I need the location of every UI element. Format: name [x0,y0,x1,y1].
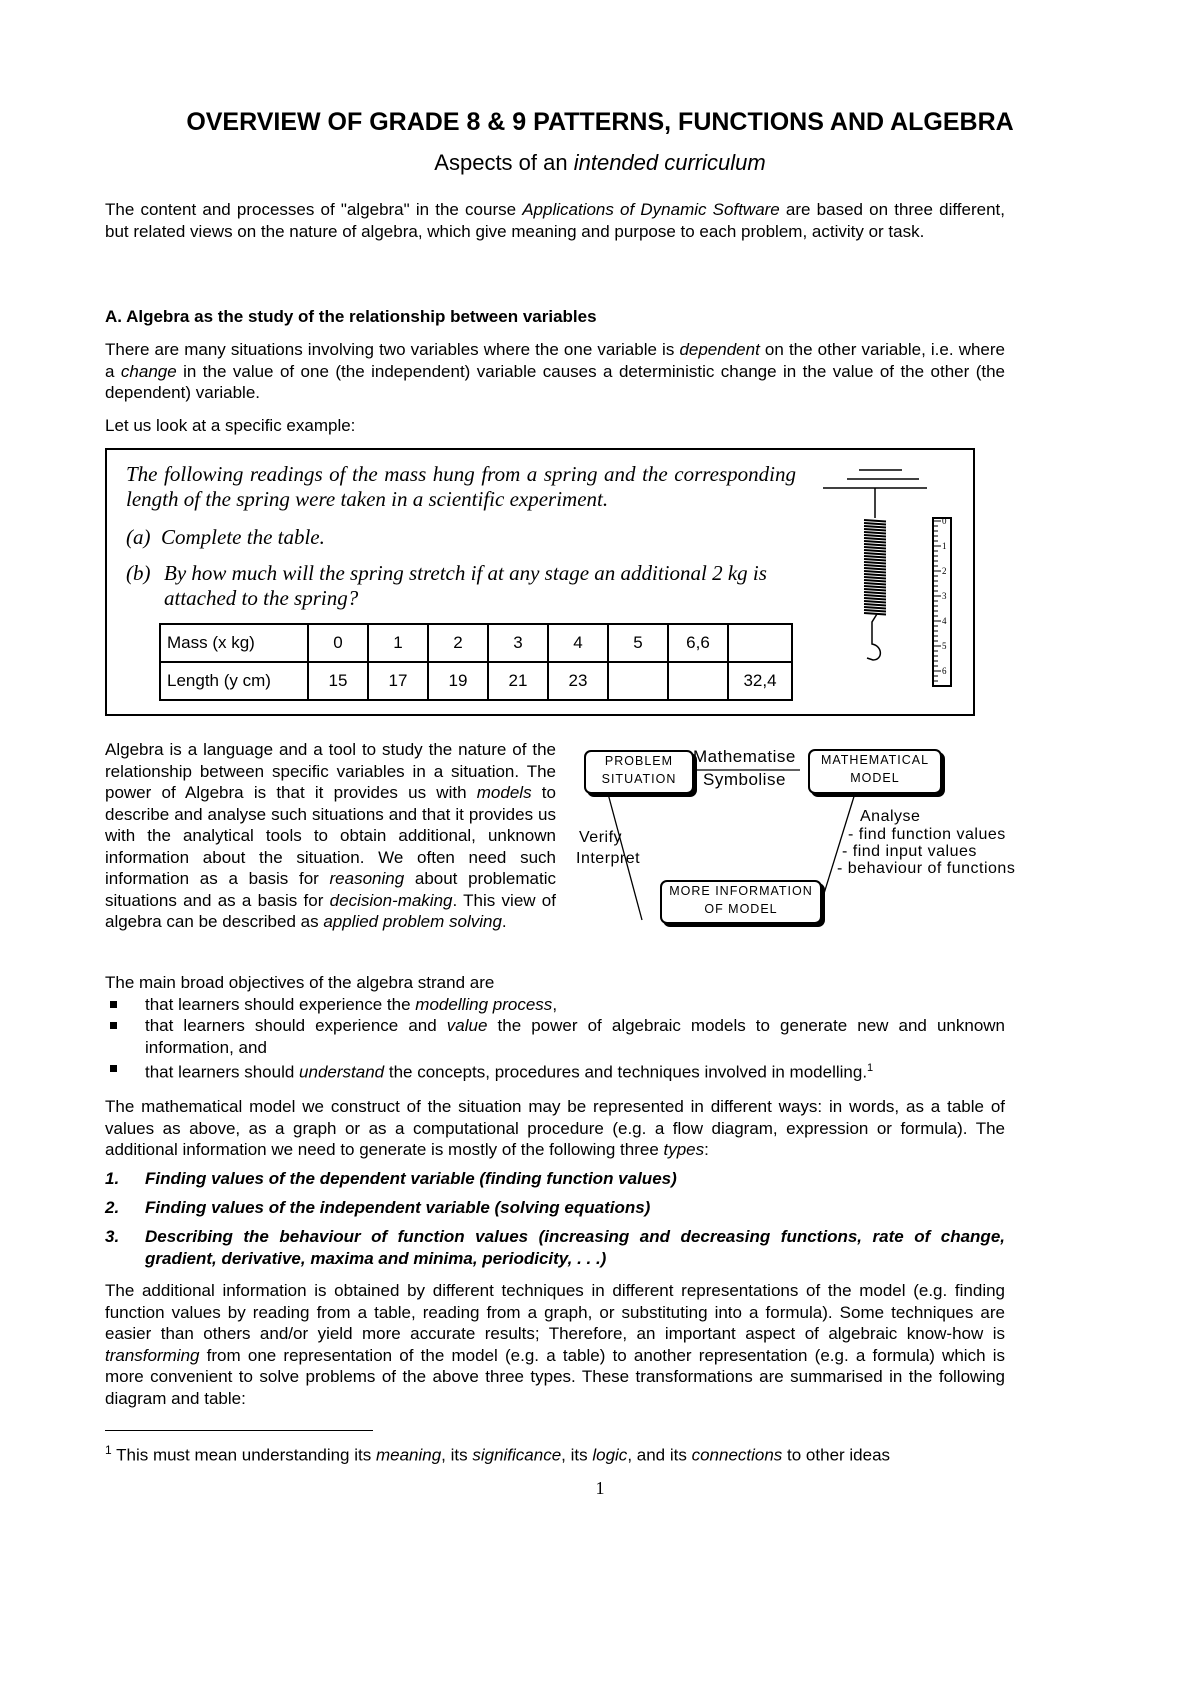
text: to describe and analyse such situations and that it provides us with the analytical tools to obtain additional, unknown information about the situation. We often need such information as a basis for [105,783,556,888]
number: 1. [105,1169,120,1188]
analyse-item: - find function values [848,826,1006,843]
text: , and its [627,1445,692,1465]
course-name: Applications of Dynamic Software [522,200,780,219]
text: reasoning [329,869,405,888]
text: value [446,1016,488,1035]
cell: 15 [308,662,368,700]
text: . This view of algebra can be described as [105,890,556,931]
text: change [120,361,177,381]
example-box [105,448,975,716]
cell: 17 [368,662,428,700]
text: The additional information is obtained by different techniques in different representations of the model (e.g. finding function values by reading from a table, reading from a graph, or substituting into a formula). Some techniques are easier than others and/or yield more accurate results; Therefore, an important aspect of algebraic know-how is [105,1281,1005,1343]
text: that learners should experience the [145,994,416,1014]
cell: 21 [488,662,548,700]
text: Finding values of the dependent variable (finding function values) [145,1169,677,1188]
coil-turn [864,526,886,528]
mass-length-table [159,623,793,701]
analyse-label: Analyse [860,808,921,825]
coil-turn [864,523,886,525]
label: PROBLEM [604,754,674,768]
label: OF MODEL [704,902,778,916]
coil-turn [864,574,886,576]
cell [608,662,668,700]
subtitle-emphasis: intended curriculum [573,150,766,175]
cell [728,624,792,662]
coil-turn [864,547,886,549]
text: the power of algebraic models to generate new and unknown information, and [145,1016,1006,1057]
text: significance [472,1445,562,1465]
list-item [105,1226,1005,1270]
text: Algebra is a language and a tool to study the nature of the relationship between specific variables in a situation. The power of Algebra is that it provides us with [105,740,556,802]
cell: 6,6 [668,624,728,662]
row-label: Length (y cm) [160,662,308,700]
coil-turn [864,559,886,561]
coil-turn [864,550,886,552]
page-title: OVERVIEW OF GRADE 8 & 9 PATTERNS, FUNCTIONS AND ALGEBRA [186,108,1014,136]
coil-turn [864,568,886,570]
interpret-label: Interpret [576,850,641,867]
coil-turn [864,607,886,609]
coil-turn [864,586,886,588]
text: . [501,912,507,931]
text: The content and processes of "algebra" in the course [105,200,523,219]
cell: 5 [608,624,668,662]
page-number: 1 [595,1478,605,1498]
text: that learners should experience and [145,1016,447,1035]
list-item [105,1058,1005,1083]
objectives-section [105,972,1005,1083]
symbolise-label: Symbolise [703,770,786,789]
ruler-label: 5 [942,641,947,651]
coil-turn [864,544,886,546]
question-a [126,525,325,550]
text: types [663,1140,705,1159]
algebra-language-paragraph [105,739,556,933]
text: dependent [679,340,760,359]
coil-turn [864,553,886,555]
text: connections [691,1445,783,1465]
coil-turn [864,556,886,558]
list-item [105,1015,1005,1058]
text: , [552,994,558,1014]
coil-turn [864,580,886,582]
text: meaning [375,1445,442,1465]
coil-turn [864,595,886,597]
coil-turn [864,541,886,543]
coil-turn [864,601,886,603]
coil-turn [864,613,886,615]
verify-label: Verify [579,829,623,846]
list-item [105,994,1005,1016]
coil-turn [864,610,886,612]
objectives-lead: The main broad objectives of the algebra strand are [105,973,495,992]
coil-turn [864,598,886,600]
ruler-label: 1 [942,541,947,551]
ruler-label: 0 [942,516,947,526]
row-label: Mass (x kg) [160,624,308,662]
text: the concepts, procedures and techniques involved in modelling. [384,1062,868,1082]
text: that learners should [145,1062,300,1082]
footnote-ref[interactable]: 1 [867,1062,874,1074]
cell: 4 [548,624,608,662]
text: understand [299,1062,385,1082]
label: (b) [126,561,151,585]
footnote [105,1440,1005,1466]
problem-situation-box [584,750,694,794]
table-row-mass [160,624,792,662]
ruler-label: 2 [942,566,947,576]
text: The mathematical model we construct of the situation may be represented in different ways: in words, as a table of values as above, as a graph or as a computational procedure (e.g. a flow diagram, expression or formula). The additional information we need to generate is mostly of the following three [105,1097,1005,1159]
text: modelling process [415,994,553,1014]
label: MATHEMATICAL [820,753,930,767]
cell: 3 [488,624,548,662]
ruler-label: 6 [942,666,947,676]
coil-turn [864,604,886,606]
example-intro: The following readings of the mass hung from a spring and the corresponding length of the spring were taken in a scientific experiment. [126,462,796,511]
table-row-length [160,662,792,700]
text: Complete the table. [161,525,325,549]
text: in the value of one (the independent) variable causes a deterministic change in the value of the other (the dependent) variable. [105,361,1005,402]
text: applied problem solving [323,912,502,931]
cell: 19 [428,662,488,700]
more-information-box [660,880,822,924]
text: By how much will the spring stretch if at any stage an additional 2 kg is attached to the spring? [164,561,767,610]
cell: 2 [428,624,488,662]
mathematical-model-box [808,749,942,794]
label: MODEL [850,771,900,785]
model-representation-paragraph [105,1096,1005,1161]
text: on the other variable, i.e. where a [105,340,1005,381]
coil-turn [864,577,886,579]
coil-turn [864,571,886,573]
text: about problematic situations and as a basis for [105,869,556,910]
section-a-paragraph [105,339,1005,404]
coil-turn [864,529,886,531]
objectives-list [105,994,1005,1084]
analyse-item: - find input values [842,843,977,860]
coil-turn [864,538,886,540]
subtitle-text: Aspects of an [434,150,574,175]
list-item [105,1168,1005,1190]
footnote-rule [105,1430,373,1431]
intro-paragraph [105,199,1005,242]
coil-turn [864,535,886,537]
text: from one representation of the model (e.g. a table) to another representation (e.g. a formula) which is more convenient to solve problems of the above three types. These transformations are summarised in the following diagram and table: [105,1345,1005,1408]
mathematise-label: Mathematise [693,747,796,766]
text: to other ideas [782,1445,891,1465]
text: : [704,1140,709,1159]
techniques-paragraph [105,1280,1005,1409]
analyse-item: - behaviour of functions [837,860,1016,877]
coil-turn [864,589,886,591]
label: (a) [126,525,151,549]
text: logic [592,1445,628,1465]
types-list [105,1168,1005,1277]
text: , its [561,1445,593,1465]
ruler-label: 4 [942,616,947,626]
spring-illustration [817,464,967,694]
cell: 23 [548,662,608,700]
text: This must mean understanding its [111,1445,376,1465]
cell: 32,4 [728,662,792,700]
coil-turn [864,562,886,564]
coil-turn [864,583,886,585]
cell: 1 [368,624,428,662]
page-subtitle [0,150,1200,176]
coil-turn [864,592,886,594]
number: 2. [105,1198,120,1217]
cell: 0 [308,624,368,662]
footnote-mark: 1 [105,1443,112,1457]
question-b [126,561,816,611]
text: decision-making [329,890,453,910]
number: 3. [105,1227,120,1246]
coil-turn [864,532,886,534]
section-a-heading: A. Algebra as the study of the relationship between variables [105,307,597,326]
text: Describing the behaviour of function values (increasing and decreasing functions, rate of change, gradient, derivative, maxima and minima, periodicity, . . .) [145,1227,1005,1268]
label: SITUATION [601,772,677,786]
cell [668,662,728,700]
text: transforming [105,1345,200,1365]
ruler [933,516,951,686]
text: , its [441,1445,473,1465]
text: are based on three different, but related views on the nature of algebra, which give meaning and purpose to each problem, activity or task. [105,200,1005,241]
example-lead: Let us look at a specific example: [105,416,356,435]
text: There are many situations involving two variables where the one variable is [105,340,680,359]
text: Finding values of the independent variable (solving equations) [145,1198,651,1217]
label: MORE INFORMATION [669,884,813,898]
ruler-label: 3 [942,591,947,601]
list-item [105,1197,1005,1219]
text: models [476,783,532,802]
coil-turn [864,565,886,567]
coil-turn [864,520,886,522]
